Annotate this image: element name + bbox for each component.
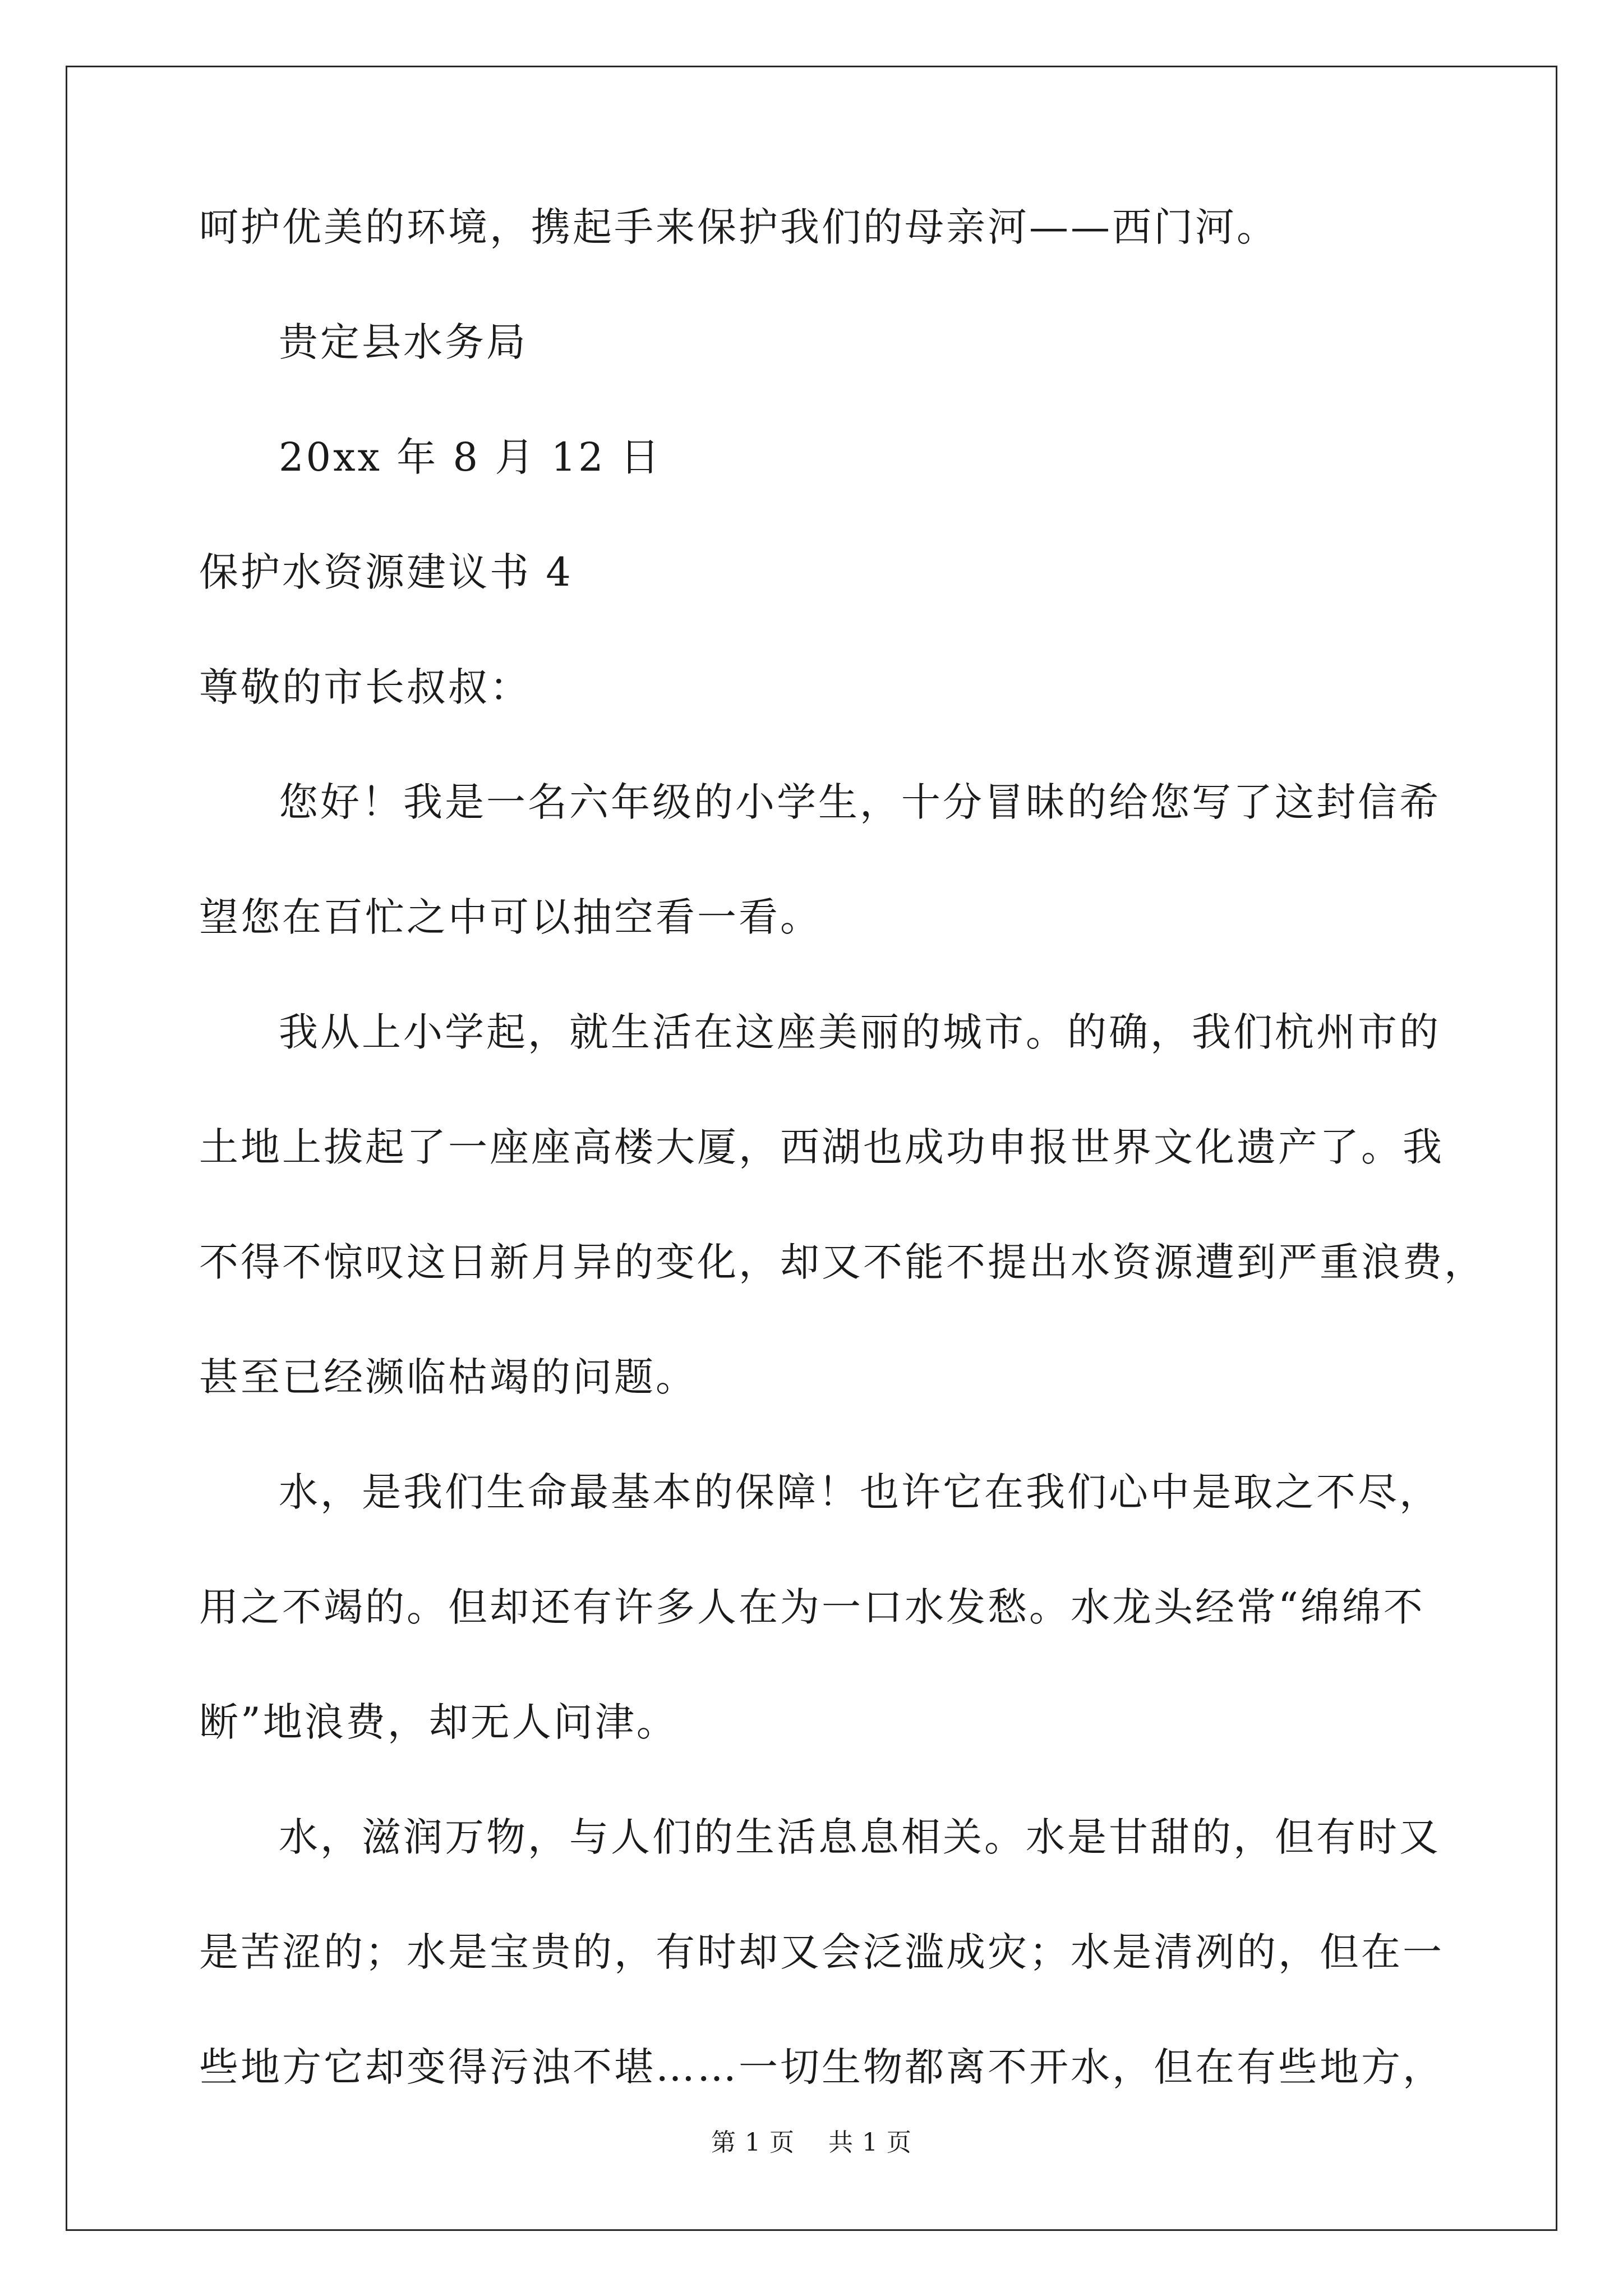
text-line: 断”地浪费，却无人问津。 bbox=[199, 1699, 678, 1745]
text-line: 我从上小学起，就生活在这座美丽的城市。的确，我们杭州市的 bbox=[279, 1009, 1441, 1055]
text-line: 甚至已经濒临枯竭的问题。 bbox=[199, 1354, 697, 1400]
signature-date: 20xx 年 8 月 12 日 bbox=[279, 434, 662, 480]
page-number: 第 1 页 共 1 页 bbox=[711, 2128, 912, 2157]
text-line: 您好！我是一名六年级的小学生，十分冒昧的给您写了这封信希 bbox=[279, 779, 1441, 825]
text-line: 用之不竭的。但却还有许多人在为一口水发愁。水龙头经常“绵绵不 bbox=[199, 1584, 1425, 1630]
text-line: 水，滋润万物，与人们的生活息息相关。水是甘甜的，但有时又 bbox=[279, 1814, 1441, 1860]
text-line: 呵护优美的环境，携起手来保护我们的母亲河——西门河。 bbox=[199, 204, 1278, 250]
section-title: 保护水资源建议书 4 bbox=[199, 549, 573, 595]
text-line: 土地上拔起了一座座高楼大厦，西湖也成功申报世界文化遗产了。我 bbox=[199, 1124, 1444, 1170]
text-line: 水，是我们生命最基本的保障！也许它在我们心中是取之不尽， bbox=[279, 1469, 1441, 1515]
signature-org: 贵定县水务局 bbox=[279, 319, 528, 365]
text-line: 些地方它却变得污浊不堪……一切生物都离不开水，但在有些地方， bbox=[199, 2044, 1444, 2090]
page-footer bbox=[0, 2126, 1623, 2160]
salutation: 尊敬的市长叔叔： bbox=[199, 664, 531, 710]
text-line: 不得不惊叹这日新月异的变化，却又不能不提出水资源遭到严重浪费， bbox=[199, 1239, 1486, 1285]
text-line: 望您在百忙之中可以抽空看一看。 bbox=[199, 894, 822, 940]
text-line: 是苦涩的；水是宝贵的，有时却又会泛滥成灾；水是清冽的，但在一 bbox=[199, 1929, 1444, 1975]
